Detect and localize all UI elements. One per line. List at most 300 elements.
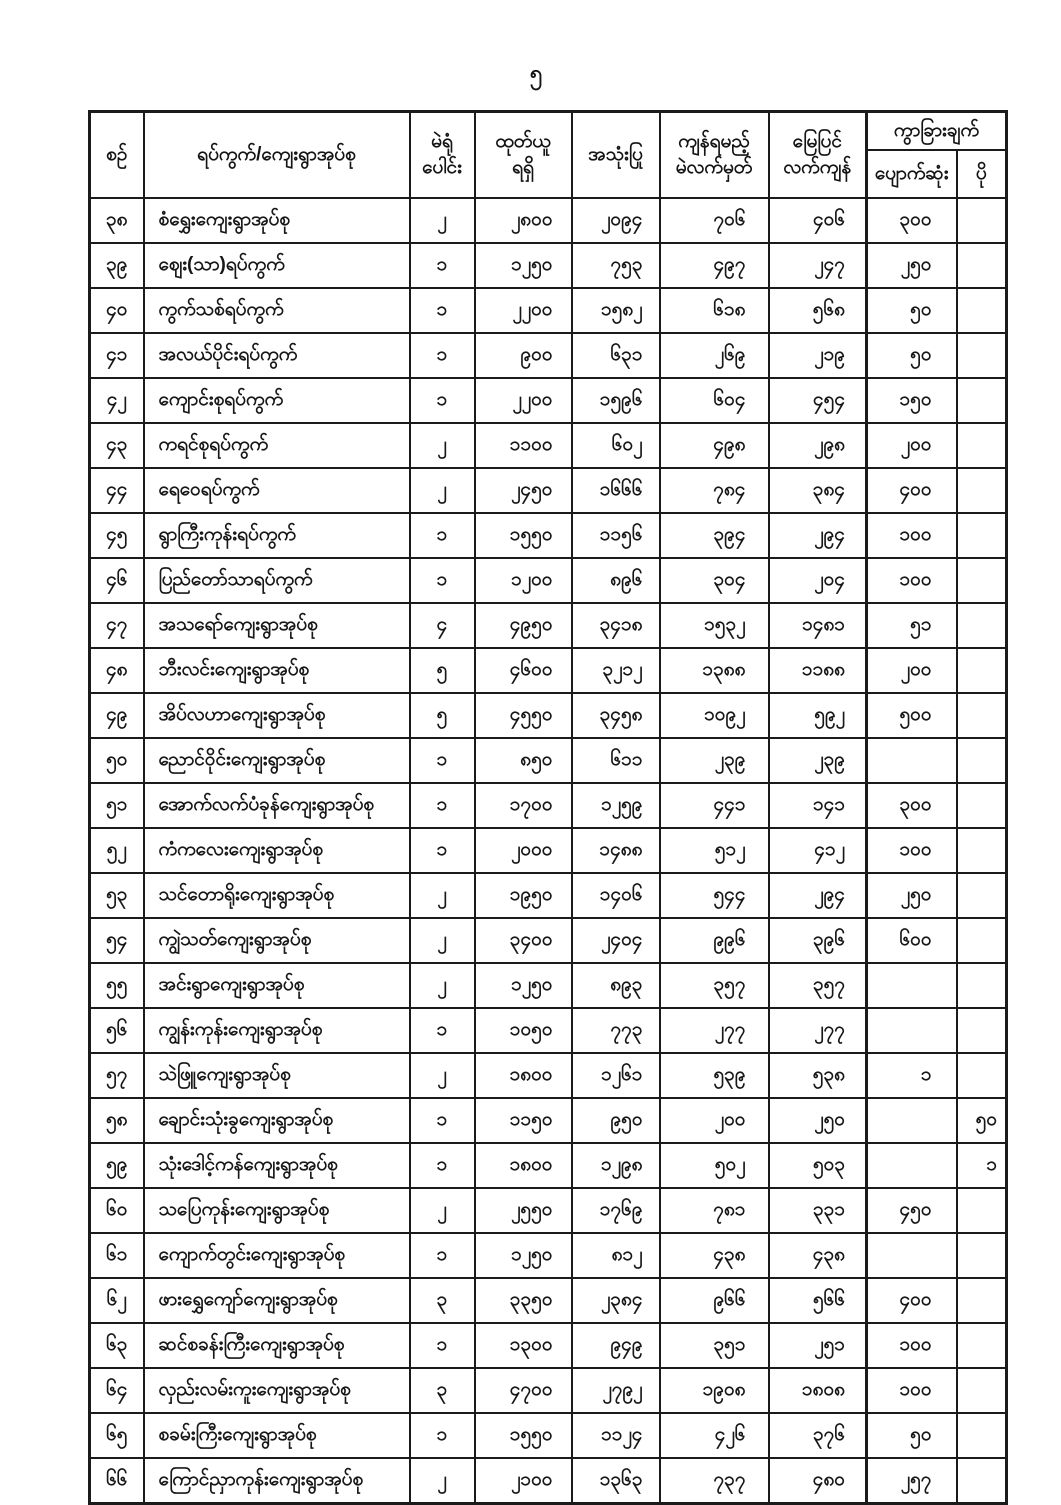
cell-extra bbox=[957, 378, 1007, 423]
cell-received: ၄၅၅၀ bbox=[475, 693, 572, 738]
cell-name: ရွာကြီးကုန်းရပ်ကွက် bbox=[144, 513, 410, 558]
cell-extra bbox=[957, 963, 1007, 1008]
cell-name: ကျွဲသတ်ကျေးရွာအုပ်စု bbox=[144, 918, 410, 963]
cell-remaining: ၉၉၆ bbox=[660, 918, 769, 963]
cell-used: ၁၂၉၈ bbox=[572, 1143, 660, 1188]
cell-name: အင်းရွာကျေးရွာအုပ်စု bbox=[144, 963, 410, 1008]
cell-received: ၂၄၅၀ bbox=[475, 468, 572, 513]
cell-lost bbox=[867, 1008, 957, 1053]
cell-stations: ၂ bbox=[410, 1053, 475, 1098]
cell-used: ၇၇၃ bbox=[572, 1008, 660, 1053]
cell-no: ၃၉ bbox=[90, 243, 144, 288]
cell-used: ၁၃၆၃ bbox=[572, 1458, 660, 1504]
cell-ground: ၄၁၂ bbox=[769, 828, 867, 873]
cell-extra: ၅၀ bbox=[957, 1098, 1007, 1143]
table-row bbox=[90, 918, 1007, 963]
table-row bbox=[90, 288, 1007, 333]
cell-used: ၁၄၀၆ bbox=[572, 873, 660, 918]
cell-name: ရေဝေရပ်ကွက် bbox=[144, 468, 410, 513]
cell-used: ၁၁၂၄ bbox=[572, 1413, 660, 1458]
cell-used: ၆၃၁ bbox=[572, 333, 660, 378]
cell-lost: ၃၀၀ bbox=[867, 198, 957, 243]
cell-no: ၅၇ bbox=[90, 1053, 144, 1098]
cell-name: လှည်းလမ်းကူးကျေးရွာအုပ်စု bbox=[144, 1368, 410, 1413]
cell-no: ၅၈ bbox=[90, 1098, 144, 1143]
cell-received: ၃၄၀၀ bbox=[475, 918, 572, 963]
cell-stations: ၂ bbox=[410, 198, 475, 243]
cell-stations: ၁ bbox=[410, 783, 475, 828]
cell-received: ၉၀၀ bbox=[475, 333, 572, 378]
cell-name: ဆင်စခန်းကြီးကျေးရွာအုပ်စု bbox=[144, 1323, 410, 1368]
cell-used: ၁၇၆၉ bbox=[572, 1188, 660, 1233]
cell-extra bbox=[957, 648, 1007, 693]
cell-remaining: ၇၈၄ bbox=[660, 468, 769, 513]
cell-remaining: ၃၅၁ bbox=[660, 1323, 769, 1368]
cell-used: ၂၇၉၂ bbox=[572, 1368, 660, 1413]
cell-received: ၁၅၅၀ bbox=[475, 513, 572, 558]
cell-no: ၅၁ bbox=[90, 783, 144, 828]
cell-no: ၄၄ bbox=[90, 468, 144, 513]
cell-received: ၁၈၀၀ bbox=[475, 1053, 572, 1098]
cell-extra bbox=[957, 918, 1007, 963]
cell-received: ၁၂၅၀ bbox=[475, 243, 572, 288]
cell-ground: ၃၈၄ bbox=[769, 468, 867, 513]
cell-used: ၂၄၀၄ bbox=[572, 918, 660, 963]
cell-lost: ၅၁ bbox=[867, 603, 957, 648]
table-row bbox=[90, 513, 1007, 558]
cell-remaining: ၆၁၈ bbox=[660, 288, 769, 333]
column-header-received bbox=[475, 112, 572, 199]
cell-received: ၁၁၀၀ bbox=[475, 423, 572, 468]
cell-name: ဖားရွှေကျော်ကျေးရွာအုပ်စု bbox=[144, 1278, 410, 1323]
cell-used: ၁၁၅၆ bbox=[572, 513, 660, 558]
cell-remaining: ၇၀၆ bbox=[660, 198, 769, 243]
cell-lost: ၆၀၀ bbox=[867, 918, 957, 963]
cell-received: ၄၉၅၀ bbox=[475, 603, 572, 648]
column-header-polling-stations bbox=[410, 112, 475, 199]
cell-lost: ၅၀၀ bbox=[867, 693, 957, 738]
cell-received: ၁၁၅၀ bbox=[475, 1098, 572, 1143]
cell-lost: ၁၀၀ bbox=[867, 1368, 957, 1413]
cell-extra bbox=[957, 783, 1007, 828]
cell-received: ၁၂၅၀ bbox=[475, 1233, 572, 1278]
cell-lost: ၁၀၀ bbox=[867, 828, 957, 873]
cell-used: ၈၁၂ bbox=[572, 1233, 660, 1278]
cell-lost bbox=[867, 963, 957, 1008]
cell-stations: ၂ bbox=[410, 423, 475, 468]
column-header-ground-balance-line1: မြေပြင် bbox=[792, 131, 842, 153]
table-row bbox=[90, 963, 1007, 1008]
cell-remaining: ၅၃၉ bbox=[660, 1053, 769, 1098]
cell-used: ၁၅၉၆ bbox=[572, 378, 660, 423]
table-row bbox=[90, 1008, 1007, 1053]
cell-name: ကံကလေးကျေးရွာအုပ်စု bbox=[144, 828, 410, 873]
cell-lost: ၄၀၀ bbox=[867, 468, 957, 513]
column-header-difference-group-label: ကွာခြားချက် bbox=[893, 120, 980, 142]
cell-stations: ၁ bbox=[410, 378, 475, 423]
cell-used: ၁၄၈၈ bbox=[572, 828, 660, 873]
cell-stations: ၂ bbox=[410, 468, 475, 513]
table-row bbox=[90, 603, 1007, 648]
column-header-remaining-line2: မဲလက်မှတ် bbox=[675, 157, 753, 178]
cell-extra bbox=[957, 738, 1007, 783]
table-header bbox=[90, 112, 1007, 199]
cell-ground: ၂၁၉ bbox=[769, 333, 867, 378]
cell-name: ဈေး(သာ)ရပ်ကွက် bbox=[144, 243, 410, 288]
cell-extra bbox=[957, 1008, 1007, 1053]
cell-remaining: ၂၆၉ bbox=[660, 333, 769, 378]
cell-ground: ၅၉၂ bbox=[769, 693, 867, 738]
cell-used: ၂၀၉၄ bbox=[572, 198, 660, 243]
cell-name: စံရွှေးကျေးရွာအုပ်စု bbox=[144, 198, 410, 243]
cell-lost: ၂၅၀ bbox=[867, 243, 957, 288]
cell-used: ၃၄၅၈ bbox=[572, 693, 660, 738]
cell-stations: ၁ bbox=[410, 1143, 475, 1188]
cell-extra bbox=[957, 333, 1007, 378]
cell-no: ၆၂ bbox=[90, 1278, 144, 1323]
cell-lost: ၁၀၀ bbox=[867, 558, 957, 603]
cell-lost bbox=[867, 1143, 957, 1188]
cell-used: ၆၀၂ bbox=[572, 423, 660, 468]
column-header-lost-label: ပျောက်ဆုံး bbox=[874, 163, 949, 185]
cell-stations: ၁ bbox=[410, 828, 475, 873]
cell-used: ၇၅၃ bbox=[572, 243, 660, 288]
column-header-serial-label: စဉ် bbox=[106, 144, 128, 166]
cell-used: ၂၃၈၄ bbox=[572, 1278, 660, 1323]
cell-remaining: ၄၃၈ bbox=[660, 1233, 769, 1278]
cell-ground: ၂၉၄ bbox=[769, 873, 867, 918]
table-row bbox=[90, 1233, 1007, 1278]
cell-no: ၆၆ bbox=[90, 1458, 144, 1504]
cell-stations: ၁ bbox=[410, 738, 475, 783]
cell-name: ချောင်းသုံးခွကျေးရွာအုပ်စု bbox=[144, 1098, 410, 1143]
table-body bbox=[90, 198, 1007, 1504]
cell-stations: ၁ bbox=[410, 558, 475, 603]
cell-used: ၉၅၀ bbox=[572, 1098, 660, 1143]
table-row bbox=[90, 1053, 1007, 1098]
table-row bbox=[90, 1098, 1007, 1143]
cell-no: ၅၃ bbox=[90, 873, 144, 918]
cell-stations: ၁ bbox=[410, 243, 475, 288]
cell-extra: ၁ bbox=[957, 1143, 1007, 1188]
table-row bbox=[90, 378, 1007, 423]
cell-no: ၆၁ bbox=[90, 1233, 144, 1278]
table-row bbox=[90, 1143, 1007, 1188]
table-row bbox=[90, 198, 1007, 243]
cell-extra bbox=[957, 1413, 1007, 1458]
cell-used: ၈၉၆ bbox=[572, 558, 660, 603]
cell-ground: ၂၅၁ bbox=[769, 1323, 867, 1368]
cell-remaining: ၃၀၄ bbox=[660, 558, 769, 603]
cell-stations: ၂ bbox=[410, 918, 475, 963]
cell-no: ၆၄ bbox=[90, 1368, 144, 1413]
cell-no: ၄၇ bbox=[90, 603, 144, 648]
cell-ground: ၃၇၆ bbox=[769, 1413, 867, 1458]
cell-used: ၈၉၃ bbox=[572, 963, 660, 1008]
cell-name: အလယ်ပိုင်းရပ်ကွက် bbox=[144, 333, 410, 378]
column-header-ground-balance bbox=[769, 112, 867, 199]
column-header-remaining-line1: ကျန်ရမည့် bbox=[678, 131, 750, 153]
cell-remaining: ၄၉၈ bbox=[660, 423, 769, 468]
table-row bbox=[90, 468, 1007, 513]
table-row bbox=[90, 1458, 1007, 1504]
column-header-remaining bbox=[660, 112, 769, 199]
cell-ground: ၁၄၈၁ bbox=[769, 603, 867, 648]
cell-used: ၉၄၉ bbox=[572, 1323, 660, 1368]
cell-lost: ၃၀၀ bbox=[867, 783, 957, 828]
cell-lost: ၂၀၀ bbox=[867, 648, 957, 693]
cell-ground: ၃၃၁ bbox=[769, 1188, 867, 1233]
table-row bbox=[90, 333, 1007, 378]
cell-remaining: ၅၁၂ bbox=[660, 828, 769, 873]
cell-lost: ၁ bbox=[867, 1053, 957, 1098]
column-header-received-line1: ထုတ်ယူ bbox=[495, 131, 551, 153]
cell-received: ၂၅၅၀ bbox=[475, 1188, 572, 1233]
cell-used: ၃၂၁၂ bbox=[572, 648, 660, 693]
cell-lost: ၂၀၀ bbox=[867, 423, 957, 468]
cell-lost: ၁၀၀ bbox=[867, 1323, 957, 1368]
cell-name: ကျောင်းစုရပ်ကွက် bbox=[144, 378, 410, 423]
cell-ground: ၅၆၆ bbox=[769, 1278, 867, 1323]
cell-stations: ၂ bbox=[410, 963, 475, 1008]
cell-ground: ၅၃၈ bbox=[769, 1053, 867, 1098]
cell-remaining: ၄၂၆ bbox=[660, 1413, 769, 1458]
cell-name: သပြေကုန်းကျေးရွာအုပ်စု bbox=[144, 1188, 410, 1233]
cell-remaining: ၅၄၄ bbox=[660, 873, 769, 918]
cell-extra bbox=[957, 828, 1007, 873]
table-row bbox=[90, 783, 1007, 828]
cell-stations: ၁ bbox=[410, 1098, 475, 1143]
column-header-ground-balance-line2: လက်ကျန် bbox=[783, 157, 852, 178]
cell-name: ကျောက်တွင်းကျေးရွာအုပ်စု bbox=[144, 1233, 410, 1278]
cell-no: ၆၃ bbox=[90, 1323, 144, 1368]
column-header-received-line2: ရရှိ bbox=[512, 157, 534, 178]
table-row bbox=[90, 693, 1007, 738]
cell-remaining: ၇၈၁ bbox=[660, 1188, 769, 1233]
column-header-used bbox=[572, 112, 660, 199]
cell-stations: ၁ bbox=[410, 1008, 475, 1053]
cell-received: ၁၂၅၀ bbox=[475, 963, 572, 1008]
cell-ground: ၄၅၄ bbox=[769, 378, 867, 423]
table-row bbox=[90, 558, 1007, 603]
cell-used: ၁၂၆၁ bbox=[572, 1053, 660, 1098]
cell-ground: ၃၅၇ bbox=[769, 963, 867, 1008]
cell-received: ၁၇၀၀ bbox=[475, 783, 572, 828]
cell-stations: ၃ bbox=[410, 1278, 475, 1323]
cell-stations: ၅ bbox=[410, 693, 475, 738]
cell-remaining: ၁၅၃၂ bbox=[660, 603, 769, 648]
cell-extra bbox=[957, 288, 1007, 333]
cell-ground: ၄၈၀ bbox=[769, 1458, 867, 1504]
cell-no: ၆၅ bbox=[90, 1413, 144, 1458]
cell-remaining: ၃၉၄ bbox=[660, 513, 769, 558]
cell-remaining: ၂၀၀ bbox=[660, 1098, 769, 1143]
table-row bbox=[90, 873, 1007, 918]
cell-extra bbox=[957, 558, 1007, 603]
cell-lost: ၄၅၀ bbox=[867, 1188, 957, 1233]
cell-name: ကျွန်းကုန်းကျေးရွာအုပ်စု bbox=[144, 1008, 410, 1053]
cell-received: ၂၈၀၀ bbox=[475, 198, 572, 243]
cell-name: ကြောင်ညှာကုန်းကျေးရွာအုပ်စု bbox=[144, 1458, 410, 1504]
cell-ground: ၂၄၇ bbox=[769, 243, 867, 288]
cell-lost: ၄၀၀ bbox=[867, 1278, 957, 1323]
cell-remaining: ၄၄၁ bbox=[660, 783, 769, 828]
cell-ground: ၅၆၈ bbox=[769, 288, 867, 333]
cell-remaining: ၁၀၉၂ bbox=[660, 693, 769, 738]
cell-remaining: ၃၅၇ bbox=[660, 963, 769, 1008]
cell-ground: ၂၃၉ bbox=[769, 738, 867, 783]
cell-no: ၅၉ bbox=[90, 1143, 144, 1188]
cell-ground: ၁၈၀၈ bbox=[769, 1368, 867, 1413]
column-header-difference-group bbox=[867, 112, 1007, 151]
cell-stations: ၁ bbox=[410, 1413, 475, 1458]
cell-name: ကရင်စုရပ်ကွက် bbox=[144, 423, 410, 468]
cell-received: ၁၈၀၀ bbox=[475, 1143, 572, 1188]
table-row bbox=[90, 1188, 1007, 1233]
cell-no: ၅၀ bbox=[90, 738, 144, 783]
cell-remaining: ၂၇၇ bbox=[660, 1008, 769, 1053]
cell-lost: ၅၀ bbox=[867, 288, 957, 333]
cell-received: ၃၃၅၀ bbox=[475, 1278, 572, 1323]
cell-name: စခမ်းကြီးကျေးရွာအုပ်စု bbox=[144, 1413, 410, 1458]
cell-received: ၁၂၀၀ bbox=[475, 558, 572, 603]
column-header-extra bbox=[957, 150, 1007, 198]
column-header-ward-name-label: ရပ်ကွက်/ကျေးရွာအုပ်စု bbox=[197, 144, 356, 166]
cell-received: ၁၉၅၀ bbox=[475, 873, 572, 918]
cell-extra bbox=[957, 1053, 1007, 1098]
table-row bbox=[90, 1368, 1007, 1413]
cell-stations: ၃ bbox=[410, 1368, 475, 1413]
cell-remaining: ၇၃၇ bbox=[660, 1458, 769, 1504]
cell-remaining: ၄၉၇ bbox=[660, 243, 769, 288]
cell-used: ၁၅၈၂ bbox=[572, 288, 660, 333]
cell-extra bbox=[957, 693, 1007, 738]
cell-no: ၃၈ bbox=[90, 198, 144, 243]
cell-received: ၂၂၀၀ bbox=[475, 378, 572, 423]
cell-name: သင်တောရိုးကျေးရွာအုပ်စု bbox=[144, 873, 410, 918]
column-header-polling-stations-line2: ပေါင်း bbox=[422, 157, 462, 178]
cell-ground: ၂၉၈ bbox=[769, 423, 867, 468]
table-row bbox=[90, 648, 1007, 693]
cell-extra bbox=[957, 468, 1007, 513]
table-row bbox=[90, 243, 1007, 288]
cell-no: ၅၄ bbox=[90, 918, 144, 963]
cell-no: ၄၆ bbox=[90, 558, 144, 603]
cell-remaining: ၅၀၂ bbox=[660, 1143, 769, 1188]
cell-extra bbox=[957, 1278, 1007, 1323]
cell-stations: ၂ bbox=[410, 1458, 475, 1504]
table-row bbox=[90, 1413, 1007, 1458]
cell-no: ၄၃ bbox=[90, 423, 144, 468]
cell-ground: ၁၄၁ bbox=[769, 783, 867, 828]
cell-extra bbox=[957, 1323, 1007, 1368]
cell-name: သုံးဒေါင့်ကန်ကျေးရွာအုပ်စု bbox=[144, 1143, 410, 1188]
column-header-extra-label: ပို bbox=[975, 163, 987, 185]
cell-name: အသရော်ကျေးရွာအုပ်စု bbox=[144, 603, 410, 648]
cell-no: ၄၈ bbox=[90, 648, 144, 693]
cell-lost: ၁၅၀ bbox=[867, 378, 957, 423]
cell-no: ၅၂ bbox=[90, 828, 144, 873]
cell-received: ၂၂၀၀ bbox=[475, 288, 572, 333]
cell-received: ၄၆၀၀ bbox=[475, 648, 572, 693]
cell-no: ၅၅ bbox=[90, 963, 144, 1008]
cell-name: အောက်လက်ပံခုန်ကျေးရွာအုပ်စု bbox=[144, 783, 410, 828]
cell-extra bbox=[957, 1233, 1007, 1278]
cell-no: ၄၅ bbox=[90, 513, 144, 558]
cell-stations: ၁ bbox=[410, 288, 475, 333]
cell-remaining: ၁၃၈၈ bbox=[660, 648, 769, 693]
cell-no: ၄၂ bbox=[90, 378, 144, 423]
cell-extra bbox=[957, 603, 1007, 648]
cell-stations: ၁ bbox=[410, 1233, 475, 1278]
cell-extra bbox=[957, 873, 1007, 918]
cell-name: သဲဖြူကျေးရွာအုပ်စု bbox=[144, 1053, 410, 1098]
cell-no: ၅၆ bbox=[90, 1008, 144, 1053]
cell-name: အိပ်လဟာကျေးရွာအုပ်စု bbox=[144, 693, 410, 738]
cell-extra bbox=[957, 1188, 1007, 1233]
cell-ground: ၁၁၈၈ bbox=[769, 648, 867, 693]
column-header-ward-name bbox=[144, 112, 410, 199]
table-row bbox=[90, 423, 1007, 468]
cell-ground: ၄၃၈ bbox=[769, 1233, 867, 1278]
cell-lost bbox=[867, 1233, 957, 1278]
cell-used: ၃၄၁၈ bbox=[572, 603, 660, 648]
column-header-serial bbox=[90, 112, 144, 199]
cell-remaining: ၆၀၄ bbox=[660, 378, 769, 423]
cell-stations: ၁ bbox=[410, 1323, 475, 1368]
cell-stations: ၅ bbox=[410, 648, 475, 693]
cell-no: ၄၉ bbox=[90, 693, 144, 738]
cell-remaining: ၉၆၆ bbox=[660, 1278, 769, 1323]
cell-received: ၄၇၀၀ bbox=[475, 1368, 572, 1413]
cell-ground: ၂၇၇ bbox=[769, 1008, 867, 1053]
cell-stations: ၁ bbox=[410, 333, 475, 378]
cell-ground: ၂၀၄ bbox=[769, 558, 867, 603]
cell-remaining: ၂၃၉ bbox=[660, 738, 769, 783]
cell-used: ၁၂၅၉ bbox=[572, 783, 660, 828]
table-row bbox=[90, 828, 1007, 873]
cell-lost: ၂၅၇ bbox=[867, 1458, 957, 1504]
cell-extra bbox=[957, 423, 1007, 468]
cell-lost: ၅၀ bbox=[867, 333, 957, 378]
cell-lost bbox=[867, 1098, 957, 1143]
cell-ground: ၄၀၆ bbox=[769, 198, 867, 243]
cell-stations: ၂ bbox=[410, 1188, 475, 1233]
table-row bbox=[90, 738, 1007, 783]
cell-received: ၂၁၀၀ bbox=[475, 1458, 572, 1504]
ballot-accounting-table bbox=[88, 110, 1008, 1505]
cell-received: ၈၅၀ bbox=[475, 738, 572, 783]
cell-extra bbox=[957, 243, 1007, 288]
cell-name: ညောင်ဝိုင်းကျေးရွာအုပ်စု bbox=[144, 738, 410, 783]
column-header-used-label: အသုံးပြု bbox=[588, 144, 643, 166]
cell-lost: ၁၀၀ bbox=[867, 513, 957, 558]
cell-ground: ၅၀၃ bbox=[769, 1143, 867, 1188]
cell-name: ပြည်တော်သာရပ်ကွက် bbox=[144, 558, 410, 603]
cell-remaining: ၁၉၀၈ bbox=[660, 1368, 769, 1413]
cell-no: ၄၀ bbox=[90, 288, 144, 333]
cell-no: ၆၀ bbox=[90, 1188, 144, 1233]
column-header-polling-stations-line1: မဲရုံ bbox=[431, 131, 453, 153]
cell-lost: ၅၀ bbox=[867, 1413, 957, 1458]
cell-lost bbox=[867, 738, 957, 783]
cell-extra bbox=[957, 513, 1007, 558]
cell-received: ၂၀၀၀ bbox=[475, 828, 572, 873]
cell-stations: ၂ bbox=[410, 873, 475, 918]
cell-name: ဘီးလင်းကျေးရွာအုပ်စု bbox=[144, 648, 410, 693]
cell-received: ၁၀၅၀ bbox=[475, 1008, 572, 1053]
cell-stations: ၁ bbox=[410, 513, 475, 558]
